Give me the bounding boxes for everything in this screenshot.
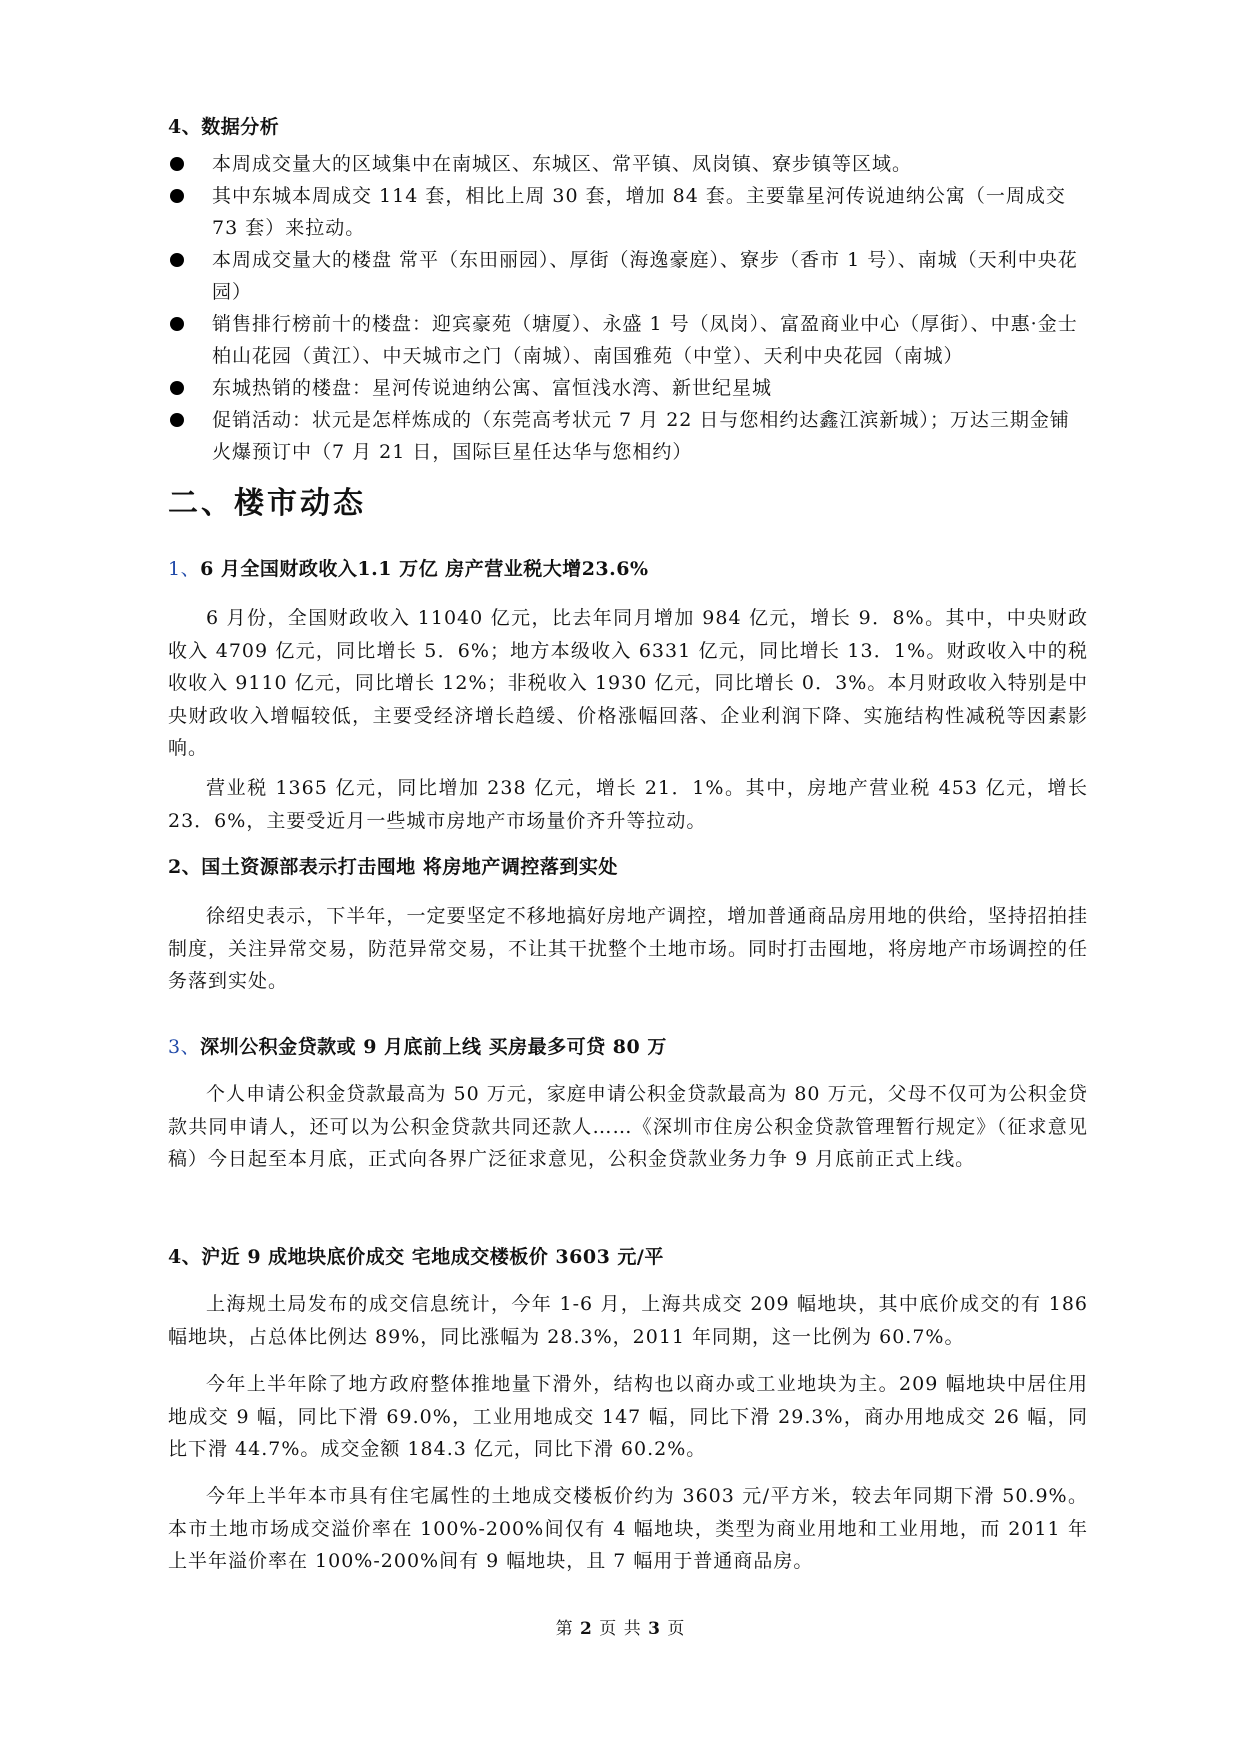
news-paragraph: 6 月份，全国财政收入 11040 亿元，比去年同月增加 984 亿元，增长 9．8%。其中，中央财政收入 4709 亿元，同比增长 5．6%；地方本级收入 6331 亿元，同比增长 13．1%。财政收入中的税收收入 9110 亿元，同比增长 12%；非税收入 1930 亿元，同比增长 0．3%。本月财政收入特别是中央财政收入增幅较低，主要受经济增长趋缓、价格涨幅回落、企业利润下降、实施结构性减税等因素影响。: [168, 607, 1088, 759]
footer-suffix: 页: [667, 1619, 686, 1639]
bullet-text: 销售排行榜前十的楼盘：迎宾豪苑（塘厦）、永盛 1 号（凤岗）、富盈商业中心（厚街）、中惠·金士柏山花园（黄江）、中天城市之门（南城）、南国雅苑（中堂）、天利中央花园（南城）: [212, 313, 1078, 367]
news-number: 4、: [168, 1246, 202, 1268]
news-number: 2、: [168, 856, 202, 878]
bullet-item: [168, 404, 1088, 468]
analysis-bullet-list: [168, 148, 1088, 468]
news-paragraph: 今年上半年除了地方政府整体推地量下滑外，结构也以商办或工业地块为主。209 幅地块中居住用地成交 9 幅，同比下滑 69.0%，工业用地成交 147 幅，同比下滑 29.3%，商办用地成交 26 幅，同比下滑 44.7%。成交金额 184.3 亿元，同比下滑 60.2%。: [168, 1373, 1088, 1460]
page-footer: [0, 1614, 1241, 1639]
bullet-dot-icon: [170, 413, 184, 427]
bullet-text: 其中东城本周成交 114 套，相比上周 30 套，增加 84 套。主要靠星河传说迪纳公寓（一周成交 73 套）来拉动。: [212, 185, 1066, 239]
news-paragraph: 上海规土局发布的成交信息统计，今年 1-6 月，上海共成交 209 幅地块，其中底价成交的有 186 幅地块，占总体比例达 89%，同比涨幅为 28.3%，2011 年同期，这一比例为 60.7%。: [168, 1293, 1088, 1348]
analysis-heading: 4、数据分析: [168, 116, 280, 138]
bullet-dot-icon: [170, 157, 184, 171]
news-paragraph: 个人申请公积金贷款最高为 50 万元，家庭申请公积金贷款最高为 80 万元，父母不仅可为公积金贷款共同申请人，还可以为公积金贷款共同还款人……《深圳市住房公积金贷款管理暂行规定》（征求意见稿）今日起至本月底，正式向各界广泛征求意见，公积金贷款业务力争 9 月底前正式上线。: [168, 1083, 1088, 1170]
news-paragraph: 徐绍史表示，下半年，一定要坚定不移地搞好房地产调控，增加普通商品房用地的供给，坚持招拍挂制度，关注异常交易，防范异常交易，不让其干扰整个土地市场。同时打击囤地，将房地产市场调控的任务落到实处。: [168, 905, 1089, 992]
bullet-text: 本周成交量大的楼盘 常平（东田丽园）、厚街（海逸豪庭）、寮步（香市 1 号）、南城（天利中央花园）: [212, 249, 1078, 303]
news-title-text: 6 月全国财政收入1.1 万亿 房产营业税大增23.6%: [200, 558, 649, 580]
footer-page-number: 2: [580, 1619, 593, 1639]
news-paragraph: 营业税 1365 亿元，同比增加 238 亿元，增长 21．1%。其中，房地产营业税 453 亿元，增长 23．6%，主要受近月一些城市房地产市场量价齐升等拉动。: [168, 777, 1088, 832]
bullet-item: [168, 244, 1088, 308]
news-title-4: [168, 1242, 664, 1269]
footer-prefix: 第: [555, 1619, 574, 1639]
bullet-item: [168, 180, 1088, 244]
bullet-text: 本周成交量大的区域集中在南城区、东城区、常平镇、凤岗镇、寮步镇等区域。: [212, 153, 913, 175]
bullet-text: 促销活动：状元是怎样炼成的（东莞高考状元 7 月 22 日与您相约达鑫江滨新城）；万达三期金铺火爆预订中（7 月 21 日，国际巨星任达华与您相约）: [212, 409, 1070, 463]
bullet-item: [168, 372, 1088, 404]
bullet-item: [168, 308, 1088, 372]
bullet-dot-icon: [170, 317, 184, 331]
news-paragraph: 今年上半年本市具有住宅属性的土地成交楼板价约为 3603 元/平方米，较去年同期下滑 50.9%。本市土地市场成交溢价率在 100%-200%间仅有 4 幅地块，类型为商业用地和工业用地，而 2011 年上半年溢价率在 100%-200%间有 9 幅地块，且 7 幅用于普通商品房。: [168, 1485, 1088, 1572]
bullet-dot-icon: [170, 189, 184, 203]
news-title-text: 国土资源部表示打击囤地 将房地产调控落到实处: [201, 856, 618, 878]
bullet-text: 东城热销的楼盘：星河传说迪纳公寓、富恒浅水湾、新世纪星城: [212, 377, 773, 399]
news-title-3: [168, 1032, 667, 1059]
news-title-text: 深圳公积金贷款或 9 月底前上线 买房最多可贷 80 万: [200, 1036, 667, 1058]
news-number: 1、: [168, 558, 201, 580]
news-title-2: [168, 852, 618, 879]
news-title-text: 沪近 9 成地块底价成交 宅地成交楼板价 3603 元/平: [201, 1246, 664, 1268]
section-title: 二、楼市动态: [168, 486, 366, 521]
footer-middle: 页 共: [599, 1619, 642, 1639]
news-title-1: [168, 554, 649, 581]
bullet-item: [168, 148, 1088, 180]
bullet-dot-icon: [170, 381, 184, 395]
bullet-dot-icon: [170, 253, 184, 267]
news-number: 3、: [168, 1036, 201, 1058]
footer-total-pages: 3: [648, 1619, 661, 1639]
